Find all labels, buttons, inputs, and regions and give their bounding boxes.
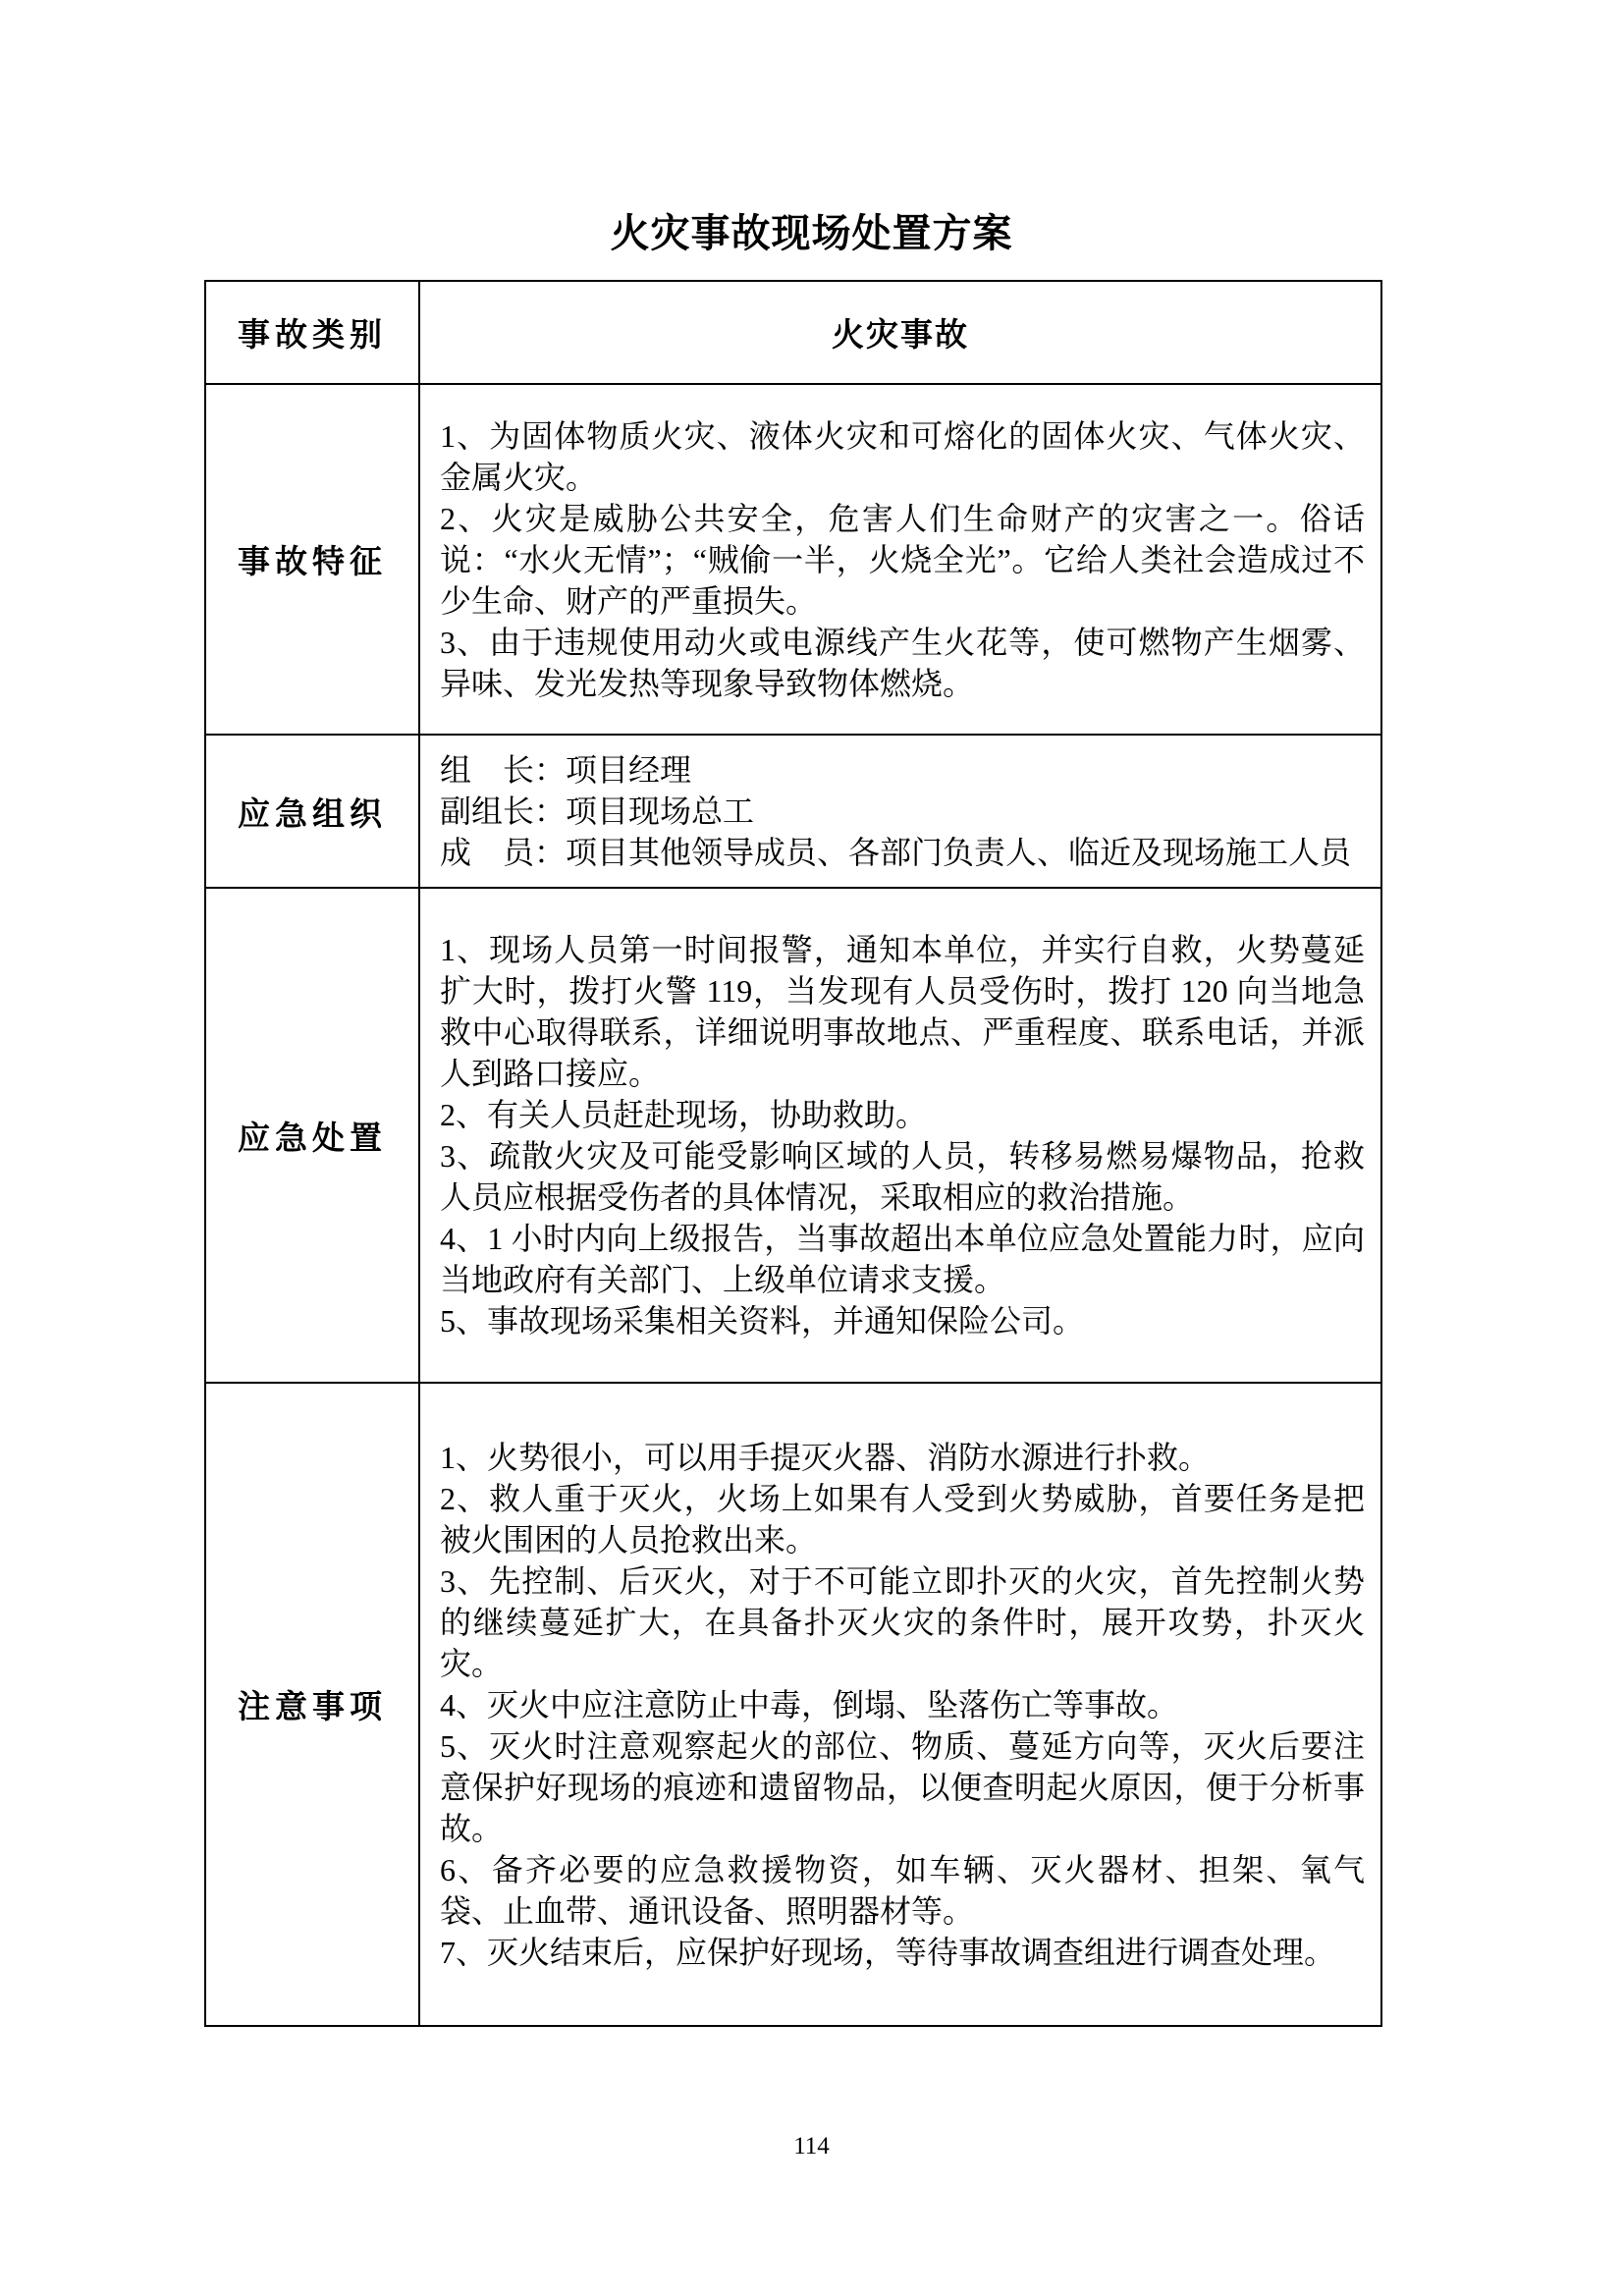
table-row — [205, 888, 1381, 1383]
table-row — [205, 281, 1381, 384]
precaution-item-4: 4、灭火中应注意防止中毒，倒塌、坠落伤亡等事故。 — [440, 1686, 1179, 1722]
page-number: 114 — [793, 2133, 830, 2159]
emergency-response-cell — [419, 888, 1381, 1383]
response-step-4: 4、1 小时内向上级报告，当事故超出本单位应急处置能力时，应向当地政府有关部门、上级单位请求支援。 — [440, 1221, 1365, 1297]
row-label-emergency-response: 应急处置 — [205, 888, 419, 1383]
feature-item-2: 2、火灾是威胁公共安全，危害人们生命财产的灾害之一。俗话说：“水火无情”；“贼偷一半，火烧全光”。它给人类社会造成过不少生命、财产的严重损失。 — [440, 500, 1365, 619]
row-label-accident-features: 事故特征 — [205, 384, 419, 735]
table-row — [205, 1383, 1381, 2026]
response-step-5: 5、事故现场采集相关资料，并通知保险公司。 — [440, 1303, 1085, 1339]
table-row — [205, 384, 1381, 735]
precautions-cell — [419, 1383, 1381, 2026]
precaution-item-3: 3、先控制、后灭火，对于不可能立即扑灭的火灾，首先控制火势的继续蔓延扩大，在具备扑灭火灾的条件时，展开攻势，扑灭火灾。 — [440, 1562, 1365, 1681]
feature-item-3: 3、由于违规使用动火或电源线产生火花等，使可燃物产生烟雾、异味、发光发热等现象导致物体燃烧。 — [440, 624, 1365, 701]
fire-accident-response-table — [204, 280, 1382, 2027]
page-title: 火灾事故现场处置方案 — [610, 211, 1013, 255]
org-leader-line: 组 长：项目经理 — [440, 752, 692, 788]
precaution-item-5: 5、灭火时注意观察起火的部位、物质、蔓延方向等，灭火后要注意保护好现场的痕迹和遗留物品，以便查明起火原因，便于分析事故。 — [440, 1727, 1365, 1846]
table-row — [205, 735, 1381, 888]
org-members-line: 成 员：项目其他领导成员、各部门负责人、临近及现场施工人员 — [440, 835, 1352, 870]
precaution-item-2: 2、救人重于灭火，火场上如果有人受到火势威胁，首要任务是把被火围困的人员抢救出来。 — [440, 1480, 1365, 1558]
precaution-item-1: 1、火势很小，可以用手提灭火器、消防水源进行扑救。 — [440, 1439, 1211, 1475]
precaution-item-6: 6、备齐必要的应急救援物资，如车辆、灭火器材、担架、氧气袋、止血带、通讯设备、照明器材等。 — [440, 1851, 1365, 1929]
feature-item-1: 1、为固体物质火灾、液体火灾和可熔化的固体火灾、气体火灾、金属火灾。 — [440, 417, 1365, 495]
accident-features-cell — [419, 384, 1381, 735]
response-step-1: 1、现场人员第一时间报警，通知本单位，并实行自救，火势蔓延扩大时，拨打火警 119，当发现有人员受伤时，拨打 120 向当地急救中心取得联系，详细说明事故地点、严重程度、联系电话，并派人到路口接应。 — [440, 932, 1365, 1091]
emergency-organization-cell — [419, 735, 1381, 888]
precaution-item-7: 7、灭火结束后，应保护好现场，等待事故调查组进行调查处理。 — [440, 1934, 1336, 1970]
org-deputy-leader-line: 副组长：项目现场总工 — [440, 793, 755, 829]
accident-category-value: 火灾事故 — [419, 281, 1381, 384]
response-step-3: 3、疏散火灾及可能受影响区域的人员，转移易燃易爆物品，抢救人员应根据受伤者的具体情况，采取相应的救治措施。 — [440, 1138, 1365, 1215]
row-label-emergency-organization: 应急组织 — [205, 735, 419, 888]
row-label-precautions: 注意事项 — [205, 1383, 419, 2026]
accident-category-label: 事故类别 — [205, 281, 419, 384]
response-step-2: 2、有关人员赶赴现场，协助救助。 — [440, 1097, 928, 1132]
